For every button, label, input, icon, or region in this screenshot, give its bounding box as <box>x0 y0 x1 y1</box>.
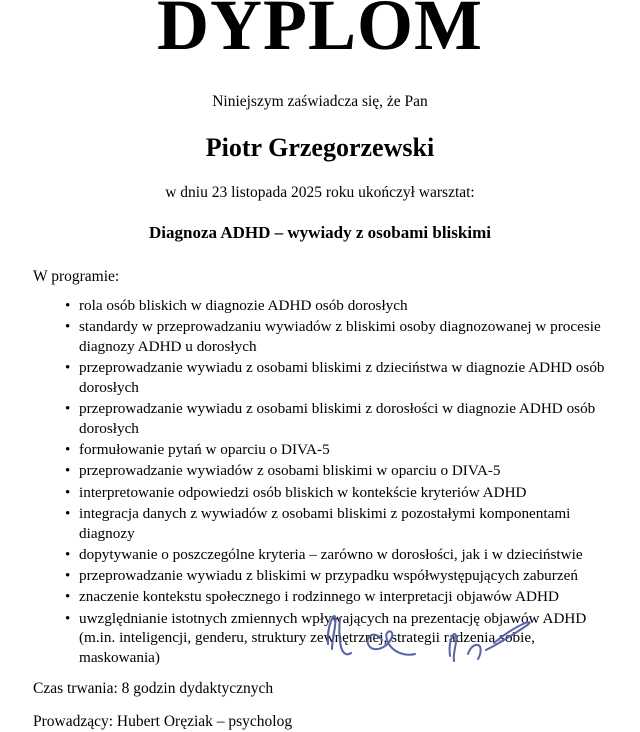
program-list-item <box>65 440 618 460</box>
attestation-line: Niniejszym zaświadcza się, że Pan <box>212 93 428 111</box>
bullet-icon: • <box>65 462 71 480</box>
program-list-item <box>65 358 618 398</box>
program-list-item <box>65 566 618 586</box>
bullet-icon: • <box>65 545 71 563</box>
program-list-item-label: uwzględnianie istotnych zmiennych wpływających na prezentację objawów ADHD (m.in. inteligencji, genderu, struktury zewnętrznej, strategii radzenia sobie, maskowania) <box>79 609 587 667</box>
recipient-name: Piotr Grzegorzewski <box>205 133 435 163</box>
program-list-item-label: przeprowadzanie wywiadów z osobami bliskimi w oparciu o DIVA-5 <box>79 462 501 480</box>
bullet-icon: • <box>65 318 71 336</box>
program-list-item <box>65 317 618 357</box>
bullet-icon: • <box>65 400 71 418</box>
instructor-line: Prowadzący: Hubert Oręziak – psycholog <box>33 713 293 731</box>
program-list-item-label: standardy w przeprowadzaniu wywiadów z bliskimi osoby diagnozowanej w procesie diagnozy ADHD u dorosłych <box>79 318 601 355</box>
program-list-item-label: integracja danych z wywiadów z osobami bliskimi z pozostałymi komponentami diagnozy <box>79 504 571 542</box>
date-line: w dniu 23 listopada 2025 roku ukończył warsztat: <box>165 183 475 201</box>
program-list-item-label: przeprowadzanie wywiadu z osobami bliskimi z dzieciństwa w diagnozie ADHD osób dorosłych <box>79 359 605 396</box>
program-list-item-label: dopytywanie o poszczególne kryteria – zarówno w dorosłości, jak i w dzieciństwie <box>79 545 583 563</box>
program-list-item <box>65 483 618 503</box>
bullet-icon: • <box>65 567 71 585</box>
workshop-title: Diagnoza ADHD – wywiady z osobami bliskimi <box>149 222 491 242</box>
program-list-item-label: rola osób bliskich w diagnozie ADHD osób dorosłych <box>79 296 408 314</box>
program-list-item-label: przeprowadzanie wywiadu z bliskimi w przypadku współwystępujących zaburzeń <box>79 567 578 585</box>
page-title: DYPLOM <box>157 0 483 65</box>
program-heading: W programie: <box>33 267 120 285</box>
program-list-item <box>65 609 618 668</box>
program-list-item <box>65 587 618 607</box>
bullet-icon: • <box>65 359 71 377</box>
program-list-item-label: formułowanie pytań w oparciu o DIVA-5 <box>79 441 330 459</box>
bullet-icon: • <box>65 483 71 501</box>
bullet-icon: • <box>65 504 71 522</box>
program-list-item-label: interpretowanie odpowiedzi osób bliskich w kontekście kryteriów ADHD <box>79 483 527 501</box>
program-list-item <box>65 545 618 565</box>
program-list <box>10 296 630 668</box>
duration-line: Czas trwania: 8 godzin dydaktycznych <box>33 679 274 697</box>
bullet-icon: • <box>65 441 71 459</box>
program-list-item <box>65 504 618 544</box>
program-list-item <box>65 461 618 481</box>
bullet-icon: • <box>65 296 71 314</box>
program-list-item <box>65 399 618 439</box>
program-list-item <box>65 296 618 316</box>
bullet-icon: • <box>65 609 71 627</box>
bullet-icon: • <box>65 588 71 606</box>
program-list-item-label: przeprowadzanie wywiadu z osobami bliskimi z dorosłości w diagnozie ADHD osób dorosłych <box>79 400 596 437</box>
program-list-item-label: znaczenie kontekstu społecznego i rodzinnego w interpretacji objawów ADHD <box>79 588 559 606</box>
